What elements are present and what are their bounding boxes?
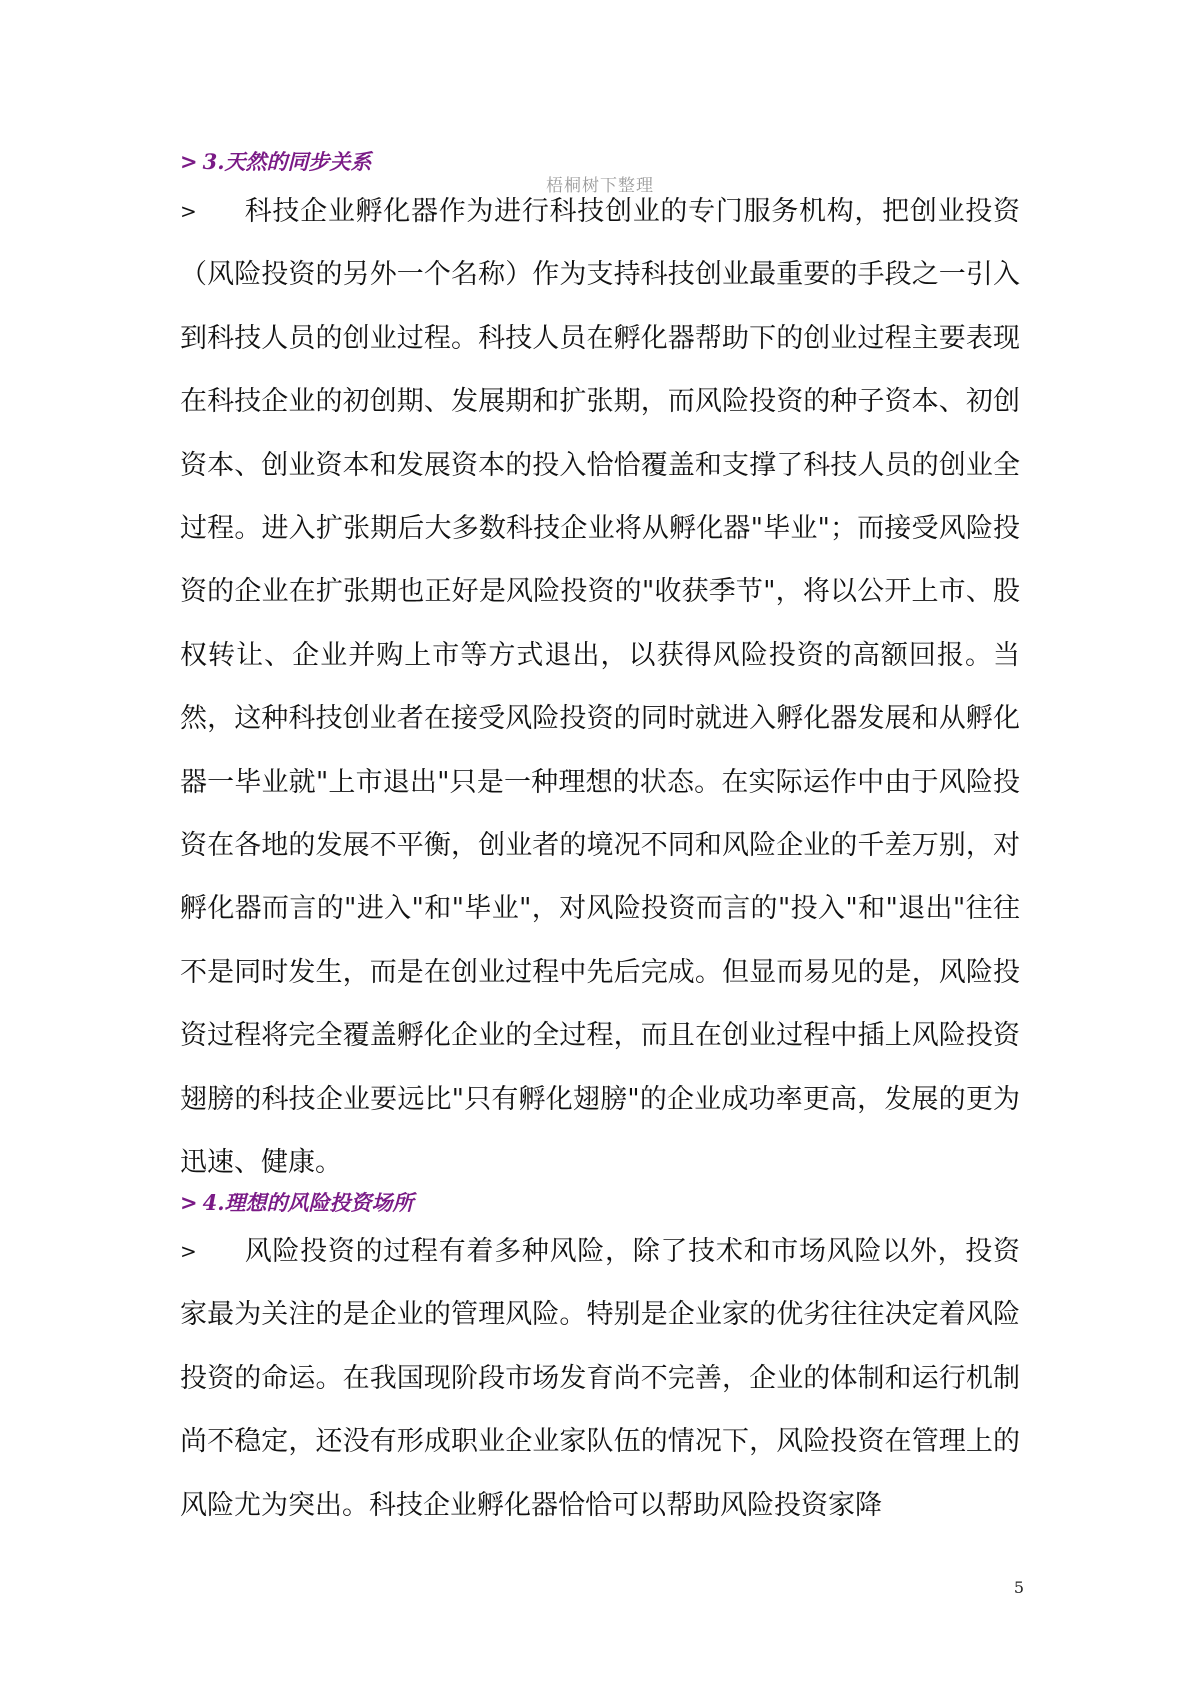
paragraph-marker: > [180,1239,197,1263]
section-heading-text: 3.天然的同步关系 [202,149,372,174]
page-number: 5 [1013,1578,1024,1597]
bullet-marker: > [180,149,198,174]
paragraph-synchronous-relationship [180,180,1020,1195]
section-heading-text: 4.理想的风险投资场所 [202,1190,414,1215]
bullet-marker: > [180,1190,198,1215]
paragraph-text: 科技企业孵化器作为进行科技创业的专门服务机构，把创业投资（风险投资的另外一个名称）作为支持科技创业最重要的手段之一引入到科技人员的创业过程。科技人员在孵化器帮助下的创业过程主要表现在科技企业的初创期、发展期和扩张期，而风险投资的种子资本、初创资本、创业资本和发展资本的投入恰恰覆盖和支撑了科技人员的创业全过程。进入扩张期后大多数科技企业将从孵化器"毕业"；而接受风险投资的企业在扩张期也正好是风险投资的"收获季节"，将以公开上市、股权转让、企业并购上市等方式退出，以获得风险投资的高额回报。当然，这种科技创业者在接受风险投资的同时就进入孵化器发展和从孵化器一毕业就"上市退出"只是一种理想的状态。在实际运作中由于风险投资在各地的发展不平衡，创业者的境况不同和风险企业的千差万别，对孵化器而言的"进入"和"毕业"，对风险投资而言的"投入"和"退出"往往不是同时发生，而是在创业过程中先后完成。但显而易见的是，风险投资过程将完全覆盖孵化企业的全过程，而且在创业过程中插上风险投资翅膀的科技企业要远比"只有孵化翅膀"的企业成功率更高，发展的更为迅速、健康。 [180,196,1020,1179]
section-heading-4 [180,1187,414,1217]
paragraph-marker: > [180,199,197,223]
header-note: 梧桐树下整理 [546,176,654,196]
paragraph-ideal-venue [180,1220,1020,1537]
paragraph-text: 风险投资的过程有着多种风险，除了技术和市场风险以外，投资家最为关注的是企业的管理风险。特别是企业家的优劣往往决定着风险投资的命运。在我国现阶段市场发育尚不完善，企业的体制和运行机制尚不稳定，还没有形成职业企业家队伍的情况下，风险投资在管理上的风险尤为突出。科技企业孵化器恰恰可以帮助风险投资家降 [180,1236,1020,1521]
